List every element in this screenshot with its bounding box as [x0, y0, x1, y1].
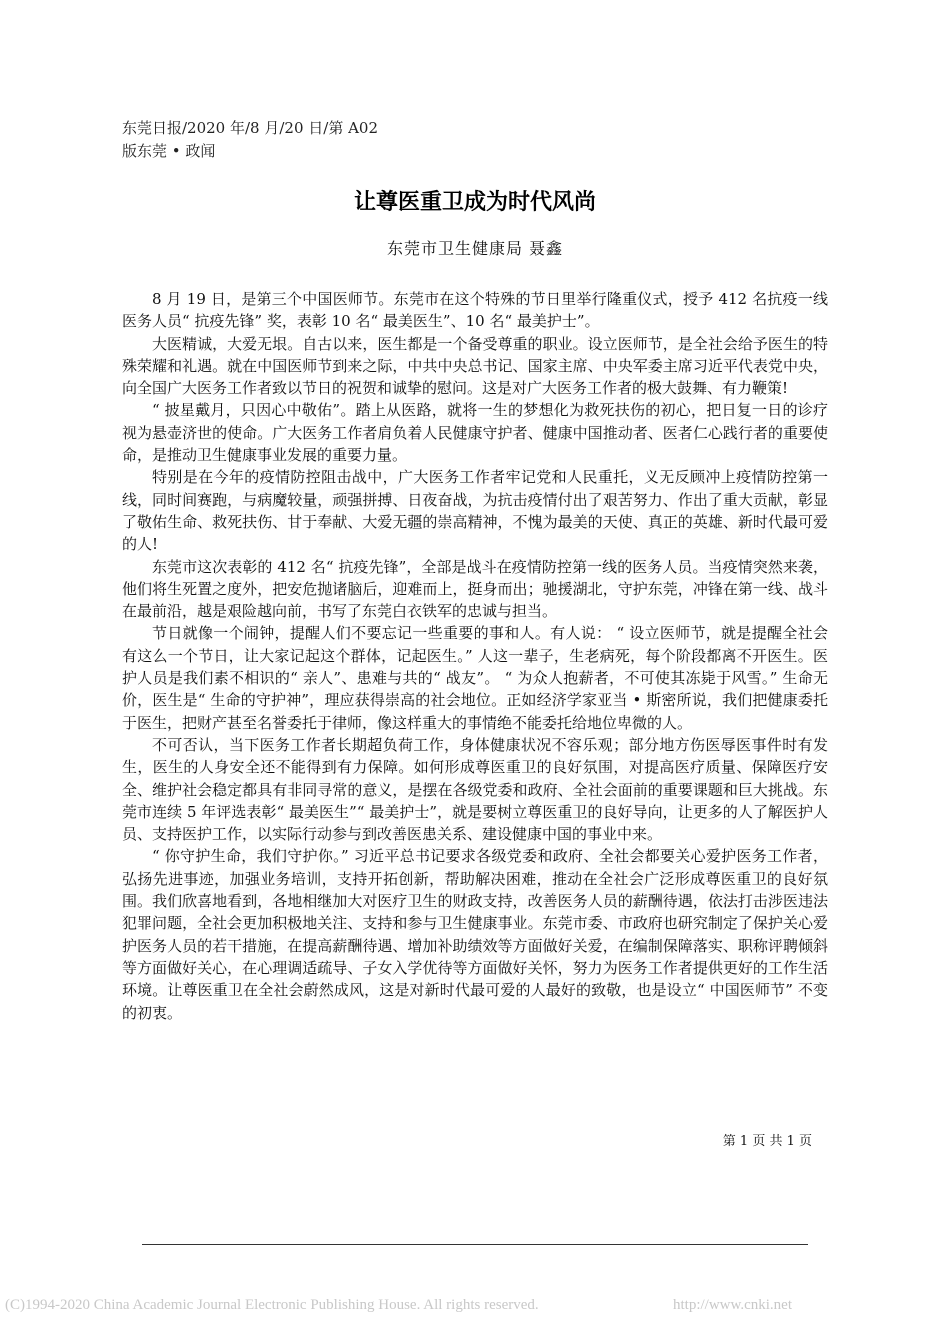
paragraph: “ 披星戴月，只因心中敬佑”。踏上从医路，就将一生的梦想化为救死扶伤的初心，把日复一日的诊疗视为悬壶济世的使命。广大医务工作者肩负着人民健康守护者、健康中国推动者、医者仁心践行者的重要使命，是推动卫生健康事业发展的重要力量。 — [122, 401, 828, 465]
footer-divider — [142, 1244, 808, 1245]
paragraph: 不可否认，当下医务工作者长期超负荷工作，身体健康状况不容乐观；部分地方伤医辱医事件时有发生，医生的人身安全还不能得到有力保障。如何形成尊医重卫的良好氛围，对提高医疗质量、保障医疗安全、维护社会稳定都具有非同寻常的意义，是摆在各级党委和政府、全社会面前的重要课题和巨大挑战。东莞市连续 5 年评选表彰“ 最美医生”“ 最美护士”，就是要树立尊医重卫的良好导向，让更多的人了解医护人员、支持医护工作，以实际行动参与到改善医患关系、建设健康中国的事业中来。 — [122, 735, 828, 844]
copyright-watermark: (C)1994-2020 China Academic Journal Electronic Publishing House. All rights reserved. — [5, 1297, 539, 1313]
article-author: 东莞市卫生健康局 聂鑫 — [386, 239, 564, 258]
article-body — [122, 288, 828, 1024]
paragraph: 特别是在今年的疫情防控阻击战中，广大医务工作者牢记党和人民重托，义无反顾冲上疫情防控第一线，同时间赛跑，与病魔较量，顽强拼搏、日夜奋战，为抗击疫情付出了艰苦努力、作出了重大贡献，彰显了敬佑生命、救死扶伤、甘于奉献、大爱无疆的崇高精神，不愧为最美的天使、真正的英雄、新时代最可爱的人! — [122, 468, 828, 554]
paragraph: “ 你守护生命，我们守护你。” 习近平总书记要求各级党委和政府、全社会都要关心爱护医务工作者，弘扬先进事迹，加强业务培训，支持开拓创新，帮助解决困难，推动在全社会广泛形成尊医重卫的良好氛围。我们欣喜地看到，各地相继加大对医疗卫生的财政支持，改善医务人员的薪酬待遇，依法打击涉医违法犯罪问题，全社会更加积极地关注、支持和参与卫生健康事业。东莞市委、市政府也研究制定了保护关心爱护医务人员的若干措施，在提高薪酬待遇、增加补助绩效等方面做好关爱，在编制保障落实、职称评聘倾斜等方面做好关心，在心理调适疏导、子女入学优待等方面做好关怀，努力为医务工作者提供更好的工作生活环境。让尊医重卫在全社会蔚然成风，这是对新时代最可爱的人最好的致敬，也是设立“ 中国医师节” 不变的初衷。 — [122, 847, 828, 1022]
site-watermark: http://www.cnki.net — [672, 1297, 792, 1313]
source-line-2: 版东莞 • 政闻 — [122, 142, 216, 160]
paragraph: 8 月 19 日，是第三个中国医师节。东莞市在这个特殊的节日里举行隆重仪式，授予 412 名抗疫一线医务人员“ 抗疫先锋” 奖，表彰 10 名“ 最美医生”、10 名“ 最美护士”。 — [122, 290, 828, 331]
paragraph: 大医精诚，大爱无垠。自古以来，医生都是一个备受尊重的职业。设立医师节，是全社会给予医生的特殊荣耀和礼遇。就在中国医师节到来之际，中共中央总书记、国家主席、中央军委主席习近平代表党中央，向全国广大医务工作者致以节日的祝贺和诚挚的慰问。这是对广大医务工作者的极大鼓舞、有力鞭策! — [122, 334, 828, 398]
paragraph: 东莞市这次表彰的 412 名“ 抗疫先锋”，全部是战斗在疫情防控第一线的医务人员。当疫情突然来袭，他们将生死置之度外，把安危抛诸脑后，迎难而上，挺身而出；驰援湖北，守护东莞，冲锋在第一线、战斗在最前沿，越是艰险越向前，书写了东莞白衣铁军的忠诚与担当。 — [122, 557, 828, 621]
source-info — [122, 117, 378, 163]
article-title: 让尊医重卫成为时代风尚 — [353, 190, 596, 215]
paragraph: 节日就像一个闹钟，提醒人们不要忘记一些重要的事和人。有人说： “ 设立医师节，就是提醒全社会有这么一个节日，让大家记起这个群体，记起医生。” 人这一辈子，生老病死，每个阶段都离不开医生。医护人员是我们素不相识的“ 亲人”、患难与共的“ 战友”。 “ 为众人抱薪者，不可使其冻毙于风雪。” 生命无价，医生是“ 生命的守护神”，理应获得崇高的社会地位。正如经济学家亚当 • 斯密所说，我们把健康委托于医生，把财产甚至名誉委托于律师，像这样重大的事情绝不能委托给地位卑微的人。 — [122, 624, 828, 732]
source-line-1: 东莞日报/2020 年/8 月/20 日/第 A02 — [122, 119, 379, 137]
page-number: 第 1 页 共 1 页 — [722, 1134, 812, 1149]
